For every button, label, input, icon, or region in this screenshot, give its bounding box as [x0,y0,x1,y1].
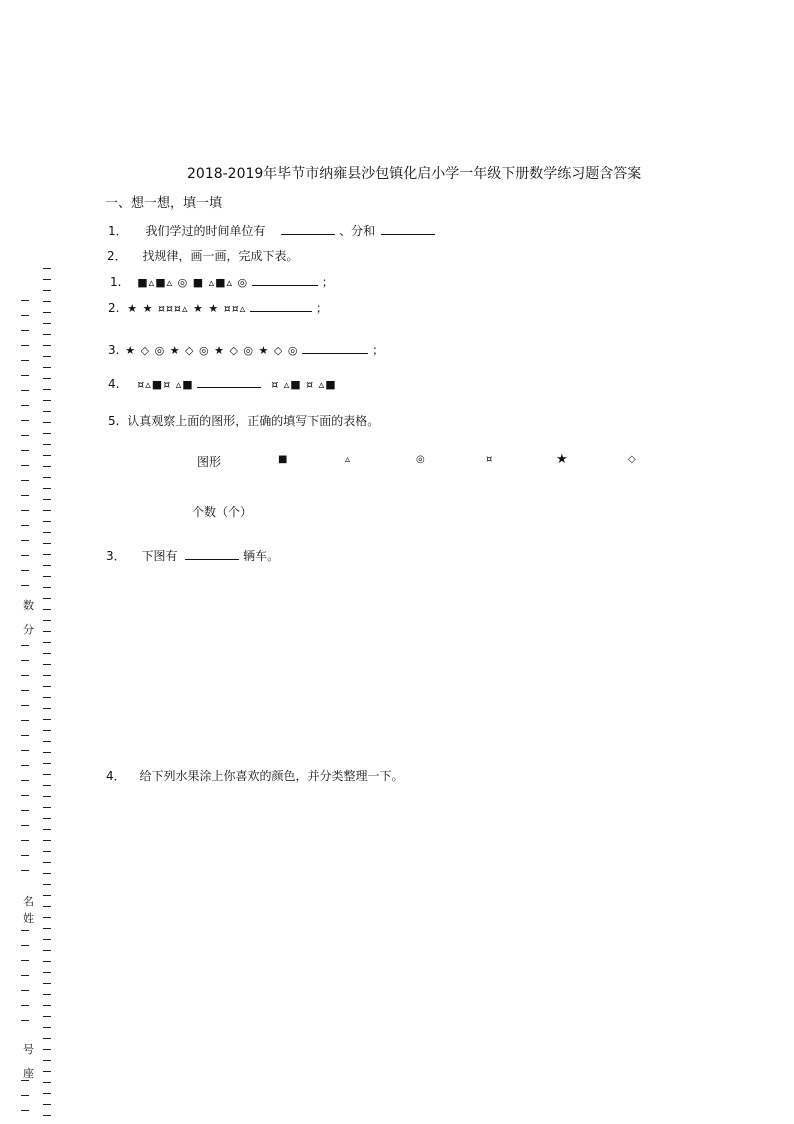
question-number: 5. [108,414,120,428]
margin-dash [43,598,51,599]
pattern-number: 4. [108,377,120,391]
question-2 [107,247,298,264]
margin-dash [43,1049,51,1050]
pattern-number: 2. [108,301,120,315]
margin-char: 名 [23,895,34,908]
margin-dash [43,312,51,313]
pattern-end: ； [315,301,328,315]
margin-dash [21,960,29,961]
margin-dash [43,1093,51,1094]
margin-dash [43,741,51,742]
margin-dash [21,300,29,301]
margin-dash [43,609,51,610]
pattern-sequence: ■▵■▵ ◎ ■ ▵■▵ ◎ [137,276,249,289]
margin-dash [21,315,29,316]
pattern-sequence: ¤▵■¤ ▵■ [137,378,194,391]
margin-char: 数 [23,599,34,612]
margin-dash [43,620,51,621]
table-cell-shape: ¤ [486,454,493,465]
pattern-sequence: ¤ ▵■ ¤ ▵■ [271,378,337,391]
margin-dash [21,855,29,856]
margin-dash [43,510,51,511]
margin-dash [21,675,29,676]
margin-dash [43,972,51,973]
page-title: 2018-2019年毕节市纳雍县沙包镇化启小学一年级下册数学练习题含答案 [187,166,642,182]
question-number: 4． [106,769,126,783]
margin-dash [21,840,29,841]
margin-dash [21,930,29,931]
margin-dash [43,829,51,830]
margin-dash [43,521,51,522]
question-text: 辆车。 [243,549,280,563]
margin-dash [21,1020,29,1021]
margin-dash [43,873,51,874]
margin-dash [43,587,51,588]
margin-dash [43,422,51,423]
margin-dash [43,906,51,907]
question-number: 3． [106,549,126,563]
pattern-row-1 [110,273,334,290]
margin-dash [43,994,51,995]
margin-dash [43,917,51,918]
margin-dash [21,780,29,781]
table-cell-shape: ★ [556,452,568,467]
margin-dash [43,939,51,940]
margin-dash [43,488,51,489]
margin-dash [43,345,51,346]
question-text: 认真观察上面的图形，正确的填写下面的表格。 [127,414,380,428]
margin-dash [43,466,51,467]
table-header-count: 个数（个） [192,505,253,519]
margin-dash [43,334,51,335]
margin-dash [21,450,29,451]
pattern-row-4 [108,377,337,391]
margin-dash [21,690,29,691]
margin-dash [43,851,51,852]
answer-blank[interactable] [302,343,368,354]
margin-dash [43,1082,51,1083]
margin-dash [21,750,29,751]
margin-dash [21,360,29,361]
margin-dash [43,1005,51,1006]
pattern-end: ； [372,343,385,357]
margin-dash [43,862,51,863]
answer-blank[interactable] [185,549,239,560]
margin-char: 分 [23,623,34,636]
question-text: 给下列水果涂上你喜欢的颜色，并分类整理一下。 [139,769,404,783]
pattern-sequence: ★ ★ ¤¤¤▵ ★ ★ ¤¤▵ [127,302,247,315]
margin-dash [43,664,51,665]
margin-dash [21,735,29,736]
margin-dash [43,840,51,841]
margin-dash [43,1060,51,1061]
question-text: 找规律，画一画，完成下表。 [142,249,299,263]
margin-dash [21,570,29,571]
table-cell-shape: ▵ [345,454,351,465]
margin-dash [43,1115,51,1116]
margin-dash [21,765,29,766]
margin-dash [43,378,51,379]
margin-dash [43,323,51,324]
margin-dash [43,1104,51,1105]
question-number: 2． [107,249,127,263]
question-4 [106,767,403,784]
margin-dash [43,532,51,533]
margin-dash [21,975,29,976]
pattern-row-3 [108,341,384,358]
margin-dash [21,435,29,436]
margin-char: 座 [23,1067,34,1080]
margin-dash [21,345,29,346]
table-header-shape: 图形 [197,455,222,469]
margin-dash [43,818,51,819]
margin-dash [21,585,29,586]
margin-dash [21,705,29,706]
margin-dash [21,555,29,556]
margin-dash [21,495,29,496]
margin-dash [43,708,51,709]
margin-dash [43,1016,51,1017]
margin-dash [43,631,51,632]
margin-dash [21,660,29,661]
margin-dash [43,576,51,577]
margin-dash [21,510,29,511]
margin-dash [43,950,51,951]
margin-dash [43,730,51,731]
margin-dash [21,1080,29,1081]
margin-dash [21,405,29,406]
margin-dash [43,807,51,808]
margin-dash [43,279,51,280]
question-text: 下图有 [141,549,178,563]
margin-dash [43,1071,51,1072]
margin-dash [43,389,51,390]
question-text: 我们学过的时间单位有 [145,224,266,238]
margin-dash [21,945,29,946]
margin-dash [43,642,51,643]
margin-dash [43,752,51,753]
margin-dash [21,825,29,826]
margin-dash [21,1110,29,1111]
margin-dash [43,675,51,676]
margin-dash [43,983,51,984]
margin-dash [43,653,51,654]
margin-dash [43,697,51,698]
margin-dash [43,290,51,291]
margin-dash [43,477,51,478]
margin-dash [43,884,51,885]
table-cell-shape: ◇ [628,454,636,465]
margin-dash [43,565,51,566]
margin-dash [21,645,29,646]
margin-dash [43,719,51,720]
question-3 [106,547,279,564]
margin-dash [43,774,51,775]
margin-dash [43,433,51,434]
question-number: 1． [108,224,128,238]
question-1 [108,222,435,239]
table-cell-shape: ■ [278,454,288,465]
margin-dash [43,686,51,687]
margin-dash [21,465,29,466]
margin-dash [21,330,29,331]
pattern-row-2 [108,299,328,316]
margin-dash [21,870,29,871]
margin-dash [43,785,51,786]
margin-dash [43,961,51,962]
margin-dash [43,763,51,764]
margin-dash [21,990,29,991]
pattern-sequence: ★ ◇ ◎ ★ ◇ ◎ ★ ◇ ◎ ★ ◇ ◎ [125,344,299,357]
margin-dash [43,796,51,797]
margin-dash [21,420,29,421]
answer-blank[interactable] [252,275,318,286]
margin-dash [43,895,51,896]
margin-dash [43,1027,51,1028]
margin-dash [43,1038,51,1039]
question-5 [108,412,379,429]
margin-dash [21,795,29,796]
margin-char: 姓 [23,912,34,925]
question-text: 、分和 [339,224,376,238]
margin-dash [43,367,51,368]
pattern-number: 3. [108,343,120,357]
margin-dash [43,268,51,269]
pattern-number: 1. [110,275,122,289]
margin-dash [43,301,51,302]
margin-char: 号 [23,1043,34,1056]
margin-dash [43,444,51,445]
margin-dash [21,390,29,391]
margin-dash [43,411,51,412]
margin-dash [21,540,29,541]
pattern-end: ； [321,275,334,289]
margin-dash [43,928,51,929]
margin-dash [21,810,29,811]
margin-dash [21,1095,29,1096]
margin-dash [43,455,51,456]
answer-blank[interactable] [197,377,261,388]
section-heading: 一、想一想，填一填 [105,196,223,211]
answer-blank[interactable] [281,224,335,235]
margin-dash [43,554,51,555]
margin-dash [21,720,29,721]
margin-dash [21,1005,29,1006]
margin-dash [43,543,51,544]
table-cell-shape: ◎ [416,454,425,465]
margin-dash [43,356,51,357]
answer-blank[interactable] [250,301,312,312]
margin-dash [21,375,29,376]
answer-blank[interactable] [381,224,435,235]
margin-dash [21,525,29,526]
margin-dash [21,480,29,481]
margin-dash [43,400,51,401]
margin-dash [43,499,51,500]
